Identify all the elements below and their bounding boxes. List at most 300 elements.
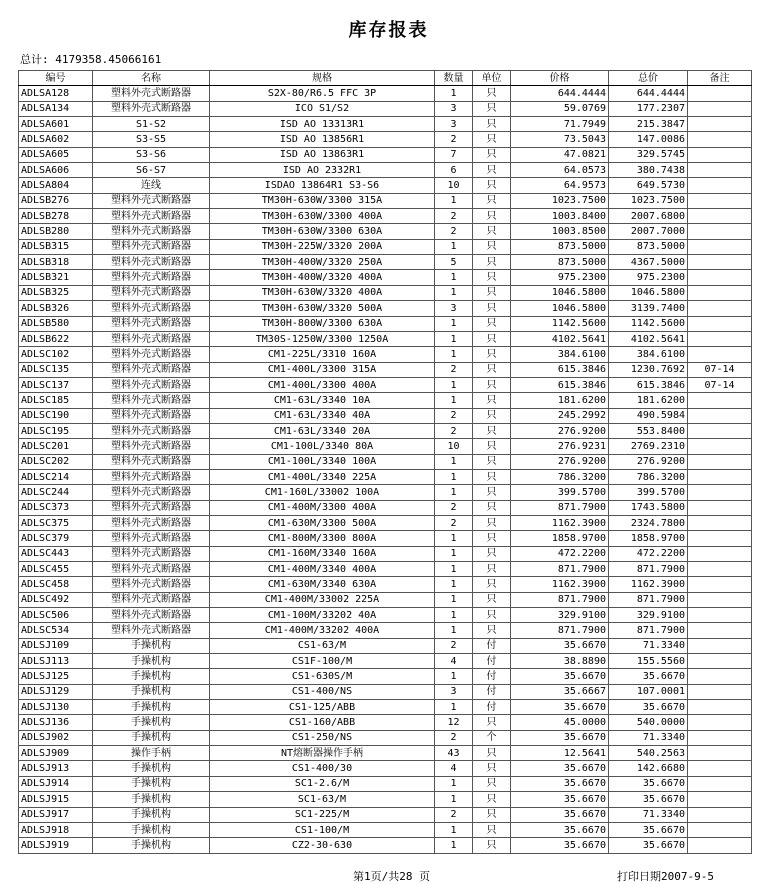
cell-spec: TM30H-800W/3300 630A xyxy=(210,316,435,331)
cell-note xyxy=(688,638,752,653)
table-row xyxy=(19,347,752,362)
table-row xyxy=(19,178,752,193)
cell-price: 871.7900 xyxy=(511,623,609,638)
table-row xyxy=(19,469,752,484)
cell-total: 35.6670 xyxy=(609,776,688,791)
cell-qty: 2 xyxy=(435,515,473,530)
cell-name: 塑料外壳式断路器 xyxy=(93,515,210,530)
cell-unit: 只 xyxy=(473,209,511,224)
cell-code: ADLSB326 xyxy=(19,301,93,316)
cell-code: ADLSC195 xyxy=(19,423,93,438)
cell-spec: CS1-250/NS xyxy=(210,730,435,745)
cell-code: ADLSA602 xyxy=(19,132,93,147)
cell-code: ADLSJ917 xyxy=(19,807,93,822)
cell-qty: 2 xyxy=(435,638,473,653)
cell-name: S3-S5 xyxy=(93,132,210,147)
cell-code: ADLSC373 xyxy=(19,500,93,515)
cell-price: 615.3846 xyxy=(511,377,609,392)
cell-code: ADLSB321 xyxy=(19,270,93,285)
cell-note xyxy=(688,562,752,577)
cell-code: ADLSA128 xyxy=(19,86,93,101)
cell-code: ADLSA134 xyxy=(19,101,93,116)
cell-total: 155.5560 xyxy=(609,654,688,669)
cell-price: 871.7900 xyxy=(511,500,609,515)
cell-total: 4102.5641 xyxy=(609,331,688,346)
cell-unit: 只 xyxy=(473,178,511,193)
cell-qty: 1 xyxy=(435,608,473,623)
cell-spec: CM1-100M/33202 40A xyxy=(210,608,435,623)
cell-name: 塑料外壳式断路器 xyxy=(93,623,210,638)
cell-name: 塑料外壳式断路器 xyxy=(93,439,210,454)
cell-spec: CS1-400/NS xyxy=(210,684,435,699)
cell-spec: CS1-125/ABB xyxy=(210,700,435,715)
table-row xyxy=(19,654,752,669)
cell-total: 35.6670 xyxy=(609,822,688,837)
cell-total: 871.7900 xyxy=(609,592,688,607)
cell-note xyxy=(688,285,752,300)
cell-total: 540.2563 xyxy=(609,746,688,761)
cell-qty: 2 xyxy=(435,423,473,438)
table-row xyxy=(19,393,752,408)
cell-total: 35.6670 xyxy=(609,669,688,684)
cell-note xyxy=(688,623,752,638)
cell-note xyxy=(688,838,752,853)
cell-qty: 3 xyxy=(435,101,473,116)
cell-name: 手操机构 xyxy=(93,807,210,822)
cell-price: 35.6670 xyxy=(511,822,609,837)
cell-qty: 1 xyxy=(435,86,473,101)
cell-code: ADLSJ130 xyxy=(19,700,93,715)
cell-note xyxy=(688,255,752,270)
cell-spec: TM30H-225W/3320 200A xyxy=(210,239,435,254)
cell-total: 2007.6800 xyxy=(609,209,688,224)
cell-total: 71.3340 xyxy=(609,730,688,745)
cell-note xyxy=(688,270,752,285)
cell-price: 276.9231 xyxy=(511,439,609,454)
cell-name: 塑料外壳式断路器 xyxy=(93,362,210,377)
cell-price: 73.5043 xyxy=(511,132,609,147)
cell-qty: 2 xyxy=(435,500,473,515)
cell-spec: TM30H-400W/3320 250A xyxy=(210,255,435,270)
cell-unit: 付 xyxy=(473,669,511,684)
table-row xyxy=(19,117,752,132)
cell-note xyxy=(688,132,752,147)
cell-price: 35.6670 xyxy=(511,761,609,776)
cell-price: 35.6670 xyxy=(511,700,609,715)
cell-code: ADLSC492 xyxy=(19,592,93,607)
cell-code: ADLSJ129 xyxy=(19,684,93,699)
cell-price: 786.3200 xyxy=(511,469,609,484)
cell-note xyxy=(688,86,752,101)
cell-code: ADLSJ136 xyxy=(19,715,93,730)
cell-qty: 1 xyxy=(435,577,473,592)
cell-code: ADLSC214 xyxy=(19,469,93,484)
cell-name: 塑料外壳式断路器 xyxy=(93,331,210,346)
cell-spec: CM1-400L/3340 225A xyxy=(210,469,435,484)
table-row xyxy=(19,285,752,300)
cell-price: 71.7949 xyxy=(511,117,609,132)
cell-spec: CS1F-100/M xyxy=(210,654,435,669)
cell-note xyxy=(688,393,752,408)
table-row xyxy=(19,270,752,285)
cell-qty: 1 xyxy=(435,669,473,684)
cell-code: ADLSB278 xyxy=(19,209,93,224)
cell-name: 塑料外壳式断路器 xyxy=(93,546,210,561)
cell-spec: CM1-400M/33202 400A xyxy=(210,623,435,638)
cell-unit: 只 xyxy=(473,316,511,331)
cell-note xyxy=(688,730,752,745)
cell-total: 644.4444 xyxy=(609,86,688,101)
cell-total: 1230.7692 xyxy=(609,362,688,377)
header-code: 编号 xyxy=(19,71,93,86)
cell-unit: 只 xyxy=(473,577,511,592)
table-row xyxy=(19,331,752,346)
cell-code: ADLSC455 xyxy=(19,562,93,577)
cell-unit: 只 xyxy=(473,285,511,300)
cell-price: 64.9573 xyxy=(511,178,609,193)
cell-spec: SC1-63/M xyxy=(210,792,435,807)
cell-total: 384.6100 xyxy=(609,347,688,362)
cell-spec: CS1-160/ABB xyxy=(210,715,435,730)
cell-spec: CM1-63L/3340 20A xyxy=(210,423,435,438)
cell-total: 35.6670 xyxy=(609,838,688,853)
table-row xyxy=(19,147,752,162)
header-total: 总价 xyxy=(609,71,688,86)
cell-name: 手操机构 xyxy=(93,776,210,791)
cell-qty: 1 xyxy=(435,316,473,331)
cell-qty: 4 xyxy=(435,761,473,776)
table-row xyxy=(19,608,752,623)
cell-name: 塑料外壳式断路器 xyxy=(93,301,210,316)
cell-qty: 2 xyxy=(435,209,473,224)
page-indicator: 第1页/共28 页 xyxy=(353,870,431,883)
cell-note xyxy=(688,807,752,822)
cell-unit: 只 xyxy=(473,608,511,623)
cell-unit: 只 xyxy=(473,531,511,546)
cell-price: 12.5641 xyxy=(511,746,609,761)
cell-note xyxy=(688,347,752,362)
header-unit: 单位 xyxy=(473,71,511,86)
table-row xyxy=(19,423,752,438)
cell-price: 975.2300 xyxy=(511,270,609,285)
header-price: 价格 xyxy=(511,71,609,86)
cell-qty: 2 xyxy=(435,224,473,239)
cell-unit: 只 xyxy=(473,500,511,515)
cell-unit: 只 xyxy=(473,469,511,484)
cell-qty: 1 xyxy=(435,270,473,285)
table-row xyxy=(19,255,752,270)
cell-name: 塑料外壳式断路器 xyxy=(93,270,210,285)
cell-total: 276.9200 xyxy=(609,454,688,469)
cell-price: 35.6670 xyxy=(511,776,609,791)
cell-price: 1162.3900 xyxy=(511,515,609,530)
cell-name: 塑料外壳式断路器 xyxy=(93,377,210,392)
cell-spec: TM30H-630W/3300 315A xyxy=(210,193,435,208)
table-row xyxy=(19,132,752,147)
table-row xyxy=(19,669,752,684)
cell-name: 塑料外壳式断路器 xyxy=(93,592,210,607)
cell-note xyxy=(688,669,752,684)
cell-unit: 只 xyxy=(473,393,511,408)
cell-unit: 付 xyxy=(473,638,511,653)
cell-price: 615.3846 xyxy=(511,362,609,377)
cell-price: 38.8890 xyxy=(511,654,609,669)
cell-spec: ISD AO 13863R1 xyxy=(210,147,435,162)
cell-name: 手操机构 xyxy=(93,700,210,715)
cell-unit: 只 xyxy=(473,331,511,346)
cell-unit: 只 xyxy=(473,377,511,392)
cell-code: ADLSC135 xyxy=(19,362,93,377)
table-row xyxy=(19,546,752,561)
cell-qty: 6 xyxy=(435,163,473,178)
table-row xyxy=(19,562,752,577)
cell-qty: 7 xyxy=(435,147,473,162)
cell-total: 871.7900 xyxy=(609,562,688,577)
table-row xyxy=(19,684,752,699)
cell-total: 3139.7400 xyxy=(609,301,688,316)
cell-unit: 只 xyxy=(473,746,511,761)
cell-qty: 2 xyxy=(435,132,473,147)
cell-spec: CZ2-30-630 xyxy=(210,838,435,853)
cell-qty: 1 xyxy=(435,193,473,208)
cell-price: 64.0573 xyxy=(511,163,609,178)
cell-qty: 1 xyxy=(435,454,473,469)
cell-code: ADLSC379 xyxy=(19,531,93,546)
cell-qty: 3 xyxy=(435,301,473,316)
cell-name: 塑料外壳式断路器 xyxy=(93,347,210,362)
cell-name: 手操机构 xyxy=(93,730,210,745)
cell-qty: 12 xyxy=(435,715,473,730)
cell-unit: 只 xyxy=(473,347,511,362)
cell-name: 塑料外壳式断路器 xyxy=(93,531,210,546)
cell-spec: ISD AO 2332R1 xyxy=(210,163,435,178)
cell-price: 45.0000 xyxy=(511,715,609,730)
cell-spec: CM1-400L/3300 315A xyxy=(210,362,435,377)
cell-price: 35.6670 xyxy=(511,792,609,807)
cell-name: 塑料外壳式断路器 xyxy=(93,193,210,208)
cell-name: 塑料外壳式断路器 xyxy=(93,224,210,239)
cell-qty: 1 xyxy=(435,592,473,607)
cell-total: 181.6200 xyxy=(609,393,688,408)
cell-name: 手操机构 xyxy=(93,822,210,837)
cell-code: ADLSB325 xyxy=(19,285,93,300)
cell-price: 329.9100 xyxy=(511,608,609,623)
cell-price: 873.5000 xyxy=(511,255,609,270)
cell-unit: 只 xyxy=(473,838,511,853)
cell-unit: 只 xyxy=(473,163,511,178)
cell-spec: CM1-160L/33002 100A xyxy=(210,485,435,500)
table-row xyxy=(19,224,752,239)
cell-note xyxy=(688,654,752,669)
cell-code: ADLSJ109 xyxy=(19,638,93,653)
cell-spec: CM1-400M/33002 225A xyxy=(210,592,435,607)
cell-unit: 只 xyxy=(473,301,511,316)
cell-name: 手操机构 xyxy=(93,792,210,807)
cell-name: 手操机构 xyxy=(93,761,210,776)
cell-code: ADLSC244 xyxy=(19,485,93,500)
cell-spec: CM1-225L/3310 160A xyxy=(210,347,435,362)
table-row xyxy=(19,715,752,730)
cell-price: 59.0769 xyxy=(511,101,609,116)
cell-total: 142.6680 xyxy=(609,761,688,776)
cell-price: 1023.7500 xyxy=(511,193,609,208)
cell-unit: 只 xyxy=(473,822,511,837)
cell-unit: 只 xyxy=(473,408,511,423)
cell-code: ADLSC375 xyxy=(19,515,93,530)
cell-note xyxy=(688,163,752,178)
cell-unit: 只 xyxy=(473,715,511,730)
cell-unit: 只 xyxy=(473,147,511,162)
cell-unit: 只 xyxy=(473,515,511,530)
cell-unit: 只 xyxy=(473,546,511,561)
cell-name: 塑料外壳式断路器 xyxy=(93,285,210,300)
cell-price: 35.6670 xyxy=(511,838,609,853)
cell-qty: 10 xyxy=(435,439,473,454)
cell-total: 1046.5800 xyxy=(609,285,688,300)
cell-price: 181.6200 xyxy=(511,393,609,408)
cell-code: ADLSC102 xyxy=(19,347,93,362)
cell-unit: 只 xyxy=(473,454,511,469)
cell-qty: 1 xyxy=(435,776,473,791)
cell-name: 连线 xyxy=(93,178,210,193)
cell-total: 4367.5000 xyxy=(609,255,688,270)
cell-spec: CM1-400L/3300 400A xyxy=(210,377,435,392)
cell-total: 35.6670 xyxy=(609,700,688,715)
cell-qty: 1 xyxy=(435,239,473,254)
cell-total: 975.2300 xyxy=(609,270,688,285)
cell-note xyxy=(688,515,752,530)
cell-spec: ISD AO 13313R1 xyxy=(210,117,435,132)
cell-code: ADLSC137 xyxy=(19,377,93,392)
cell-qty: 1 xyxy=(435,792,473,807)
cell-unit: 只 xyxy=(473,439,511,454)
cell-code: ADLSB280 xyxy=(19,224,93,239)
cell-note xyxy=(688,715,752,730)
cell-qty: 4 xyxy=(435,654,473,669)
cell-code: ADLSB318 xyxy=(19,255,93,270)
cell-note xyxy=(688,101,752,116)
cell-spec: CM1-160M/3340 160A xyxy=(210,546,435,561)
cell-spec: SC1-225/M xyxy=(210,807,435,822)
table-row xyxy=(19,700,752,715)
cell-price: 1858.9700 xyxy=(511,531,609,546)
cell-spec: TM30H-630W/3320 400A xyxy=(210,285,435,300)
cell-spec: TM30H-630W/3320 500A xyxy=(210,301,435,316)
table-row xyxy=(19,515,752,530)
table-row xyxy=(19,316,752,331)
cell-note xyxy=(688,577,752,592)
cell-total: 472.2200 xyxy=(609,546,688,561)
cell-code: ADLSJ913 xyxy=(19,761,93,776)
cell-name: 操作手柄 xyxy=(93,746,210,761)
cell-total: 380.7438 xyxy=(609,163,688,178)
cell-spec: S2X-80/R6.5 FFC 3P xyxy=(210,86,435,101)
cell-price: 472.2200 xyxy=(511,546,609,561)
cell-spec: CM1-630M/3340 630A xyxy=(210,577,435,592)
cell-note xyxy=(688,746,752,761)
cell-name: 塑料外壳式断路器 xyxy=(93,316,210,331)
table-row xyxy=(19,746,752,761)
cell-spec: CS1-400/30 xyxy=(210,761,435,776)
table-row xyxy=(19,592,752,607)
cell-code: ADLSA605 xyxy=(19,147,93,162)
cell-price: 871.7900 xyxy=(511,562,609,577)
cell-name: 塑料外壳式断路器 xyxy=(93,239,210,254)
cell-price: 276.9200 xyxy=(511,423,609,438)
cell-note xyxy=(688,531,752,546)
cell-code: ADLSJ915 xyxy=(19,792,93,807)
cell-note xyxy=(688,608,752,623)
cell-price: 1046.5800 xyxy=(511,301,609,316)
cell-code: ADLSJ914 xyxy=(19,776,93,791)
table-row xyxy=(19,439,752,454)
cell-name: 塑料外壳式断路器 xyxy=(93,101,210,116)
cell-name: 塑料外壳式断路器 xyxy=(93,408,210,423)
cell-unit: 只 xyxy=(473,86,511,101)
cell-spec: TM30H-630W/3300 400A xyxy=(210,209,435,224)
cell-code: ADLSJ919 xyxy=(19,838,93,853)
cell-total: 1023.7500 xyxy=(609,193,688,208)
cell-price: 644.4444 xyxy=(511,86,609,101)
cell-spec: CM1-100L/3340 80A xyxy=(210,439,435,454)
cell-spec: ISD AO 13856R1 xyxy=(210,132,435,147)
cell-price: 35.6667 xyxy=(511,684,609,699)
table-row xyxy=(19,822,752,837)
cell-unit: 只 xyxy=(473,761,511,776)
cell-code: ADLSJ125 xyxy=(19,669,93,684)
table-row xyxy=(19,377,752,392)
cell-total: 1858.9700 xyxy=(609,531,688,546)
cell-qty: 1 xyxy=(435,531,473,546)
cell-price: 35.6670 xyxy=(511,638,609,653)
cell-spec: ICO S1/S2 xyxy=(210,101,435,116)
cell-unit: 只 xyxy=(473,117,511,132)
cell-code: ADLSB276 xyxy=(19,193,93,208)
cell-price: 35.6670 xyxy=(511,669,609,684)
table-row xyxy=(19,163,752,178)
cell-total: 329.9100 xyxy=(609,608,688,623)
cell-unit: 付 xyxy=(473,654,511,669)
cell-total: 1142.5600 xyxy=(609,316,688,331)
cell-total: 490.5984 xyxy=(609,408,688,423)
cell-code: ADLSA804 xyxy=(19,178,93,193)
cell-unit: 付 xyxy=(473,700,511,715)
cell-unit: 只 xyxy=(473,776,511,791)
cell-name: 手操机构 xyxy=(93,669,210,684)
table-row xyxy=(19,577,752,592)
cell-total: 540.0000 xyxy=(609,715,688,730)
cell-total: 2007.7000 xyxy=(609,224,688,239)
cell-unit: 个 xyxy=(473,730,511,745)
cell-code: ADLSA601 xyxy=(19,117,93,132)
table-header-row xyxy=(19,71,752,86)
cell-price: 35.6670 xyxy=(511,730,609,745)
table-row xyxy=(19,193,752,208)
table-row xyxy=(19,776,752,791)
cell-note xyxy=(688,316,752,331)
cell-qty: 1 xyxy=(435,700,473,715)
cell-code: ADLSC506 xyxy=(19,608,93,623)
cell-total: 2769.2310 xyxy=(609,439,688,454)
cell-spec: CM1-63L/3340 10A xyxy=(210,393,435,408)
cell-name: 手操机构 xyxy=(93,638,210,653)
cell-note xyxy=(688,776,752,791)
cell-price: 873.5000 xyxy=(511,239,609,254)
table-row xyxy=(19,730,752,745)
cell-name: 塑料外壳式断路器 xyxy=(93,562,210,577)
table-row xyxy=(19,623,752,638)
cell-unit: 只 xyxy=(473,362,511,377)
